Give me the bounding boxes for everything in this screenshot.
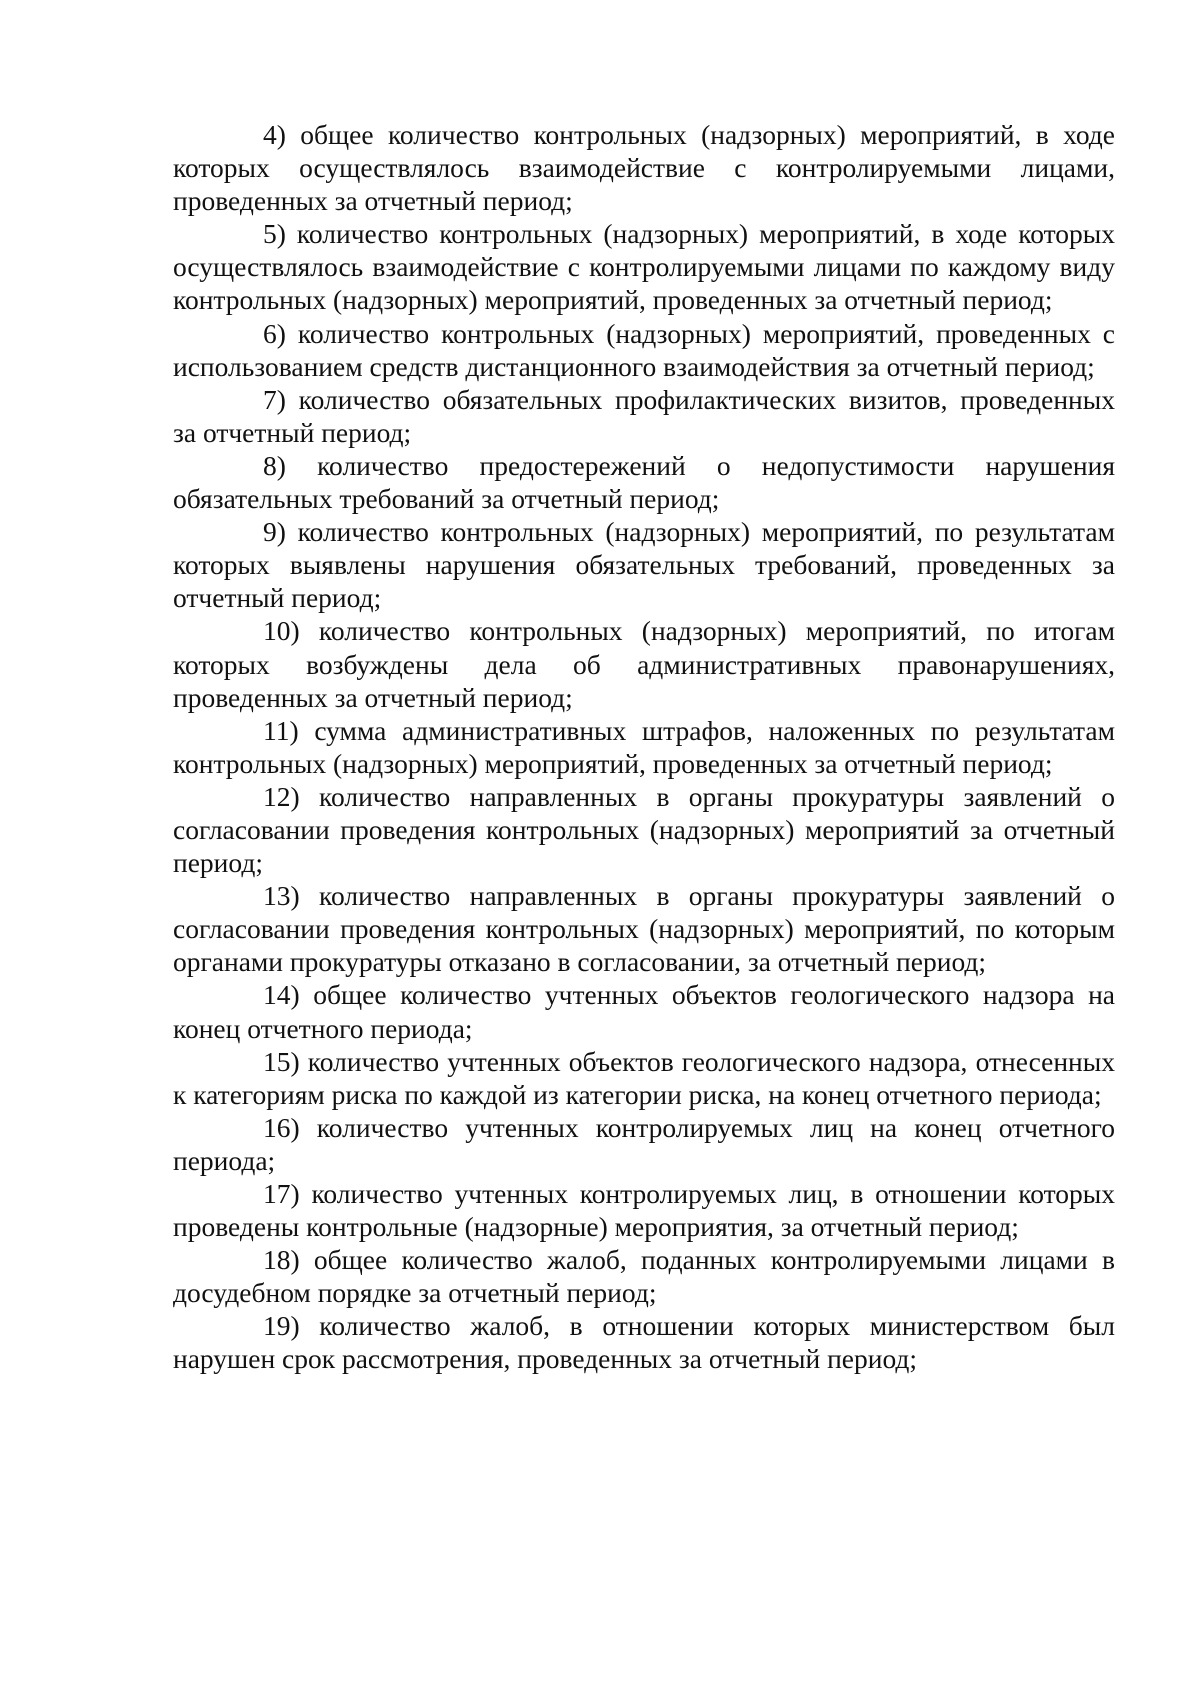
list-item-14: 14) общее количество учтенных объектов геологического надзора на конец отчетного периода; [173,979,1115,1044]
list-item-17: 17) количество учтенных контролируемых лиц, в отношении которых проведены контрольные (надзорные) мероприятия, за отчетный период; [173,1178,1115,1243]
list-item-10: 10) количество контрольных (надзорных) мероприятий, по итогам которых возбуждены дела об административных правонарушениях, проведенных за отчетный период; [173,615,1115,713]
list-item-8: 8) количество предостережений о недопустимости нарушения обязательных требований за отчетный период; [173,449,1115,515]
document-body [173,118,1115,1376]
list-item-16: 16) количество учтенных контролируемых лиц на конец отчетного периода; [173,1111,1115,1176]
list-item-9: 9) количество контрольных (надзорных) мероприятий, по результатам которых выявлены нарушения обязательных требований, проведенных за отчетный период; [173,516,1115,614]
list-item-13: 13) количество направленных в органы прокуратуры заявлений о согласовании проведения контрольных (надзорных) мероприятий, по которым органами прокуратуры отказано в согласовании, за отчетный период; [173,880,1115,978]
list-item-4: 4) общее количество контрольных (надзорных) мероприятий, в ходе которых осуществлялось взаимодействие с контролируемыми лицами, проведенных за отчетный период; [173,119,1115,217]
list-item-18: 18) общее количество жалоб, поданных контролируемыми лицами в досудебном порядке за отчетный период; [173,1244,1115,1309]
list-item-19: 19) количество жалоб, в отношении которых министерством был нарушен срок рассмотрения, проведенных за отчетный период; [173,1310,1115,1375]
list-item-5: 5) количество контрольных (надзорных) мероприятий, в ходе которых осуществлялось взаимодействие с контролируемыми лицами по каждому виду контрольных (надзорных) мероприятий, проведенных за отчетный период; [173,218,1115,316]
list-item-6: 6) количество контрольных (надзорных) мероприятий, проведенных с использованием средств дистанционного взаимодействия за отчетный период; [173,317,1115,382]
list-item-12: 12) количество направленных в органы прокуратуры заявлений о согласовании проведения контрольных (надзорных) мероприятий за отчетный период; [173,780,1115,879]
list-item-11: 11) сумма административных штрафов, наложенных по результатам контрольных (надзорных) мероприятий, проведенных за отчетный период; [173,714,1115,779]
list-item-15: 15) количество учтенных объектов геологического надзора, отнесенных к категориям риска по каждой из категории риска, на конец отчетного периода; [173,1045,1115,1110]
list-item-7: 7) количество обязательных профилактических визитов, проведенных за отчетный период; [173,383,1115,448]
